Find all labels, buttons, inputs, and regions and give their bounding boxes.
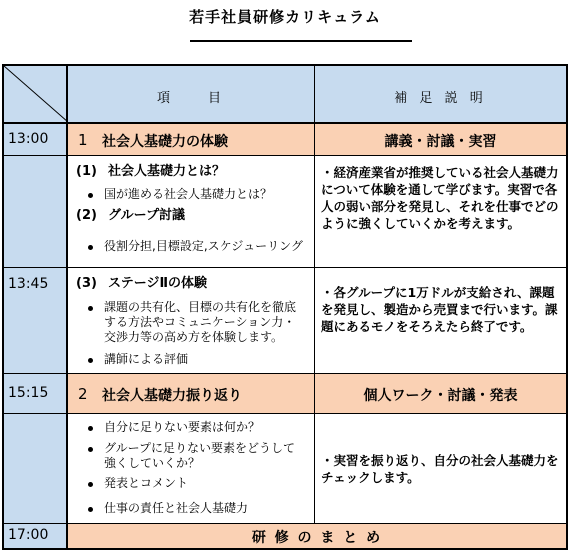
summary-row: [4, 524, 566, 548]
content-item-cell: [68, 414, 315, 523]
bullet-icon: [88, 193, 93, 198]
note-text: ・実習を振り返り、自分の社会人基礎力をチェックします。: [321, 453, 559, 485]
summary-cell: [68, 524, 566, 548]
bullet-icon: [88, 426, 93, 431]
content-note-cell: [315, 268, 566, 373]
content-item-cell: [68, 268, 315, 373]
diagonal-line-icon: [4, 66, 68, 122]
content-note-cell: [315, 414, 566, 523]
bullet-icon: [88, 482, 93, 487]
item-number: (2): [76, 208, 97, 223]
time-cell: [4, 268, 68, 373]
header-note-label: 補 足 説 明: [394, 91, 487, 106]
item-bullet-text: 講師による評価: [104, 352, 189, 366]
item-number: (1): [76, 164, 97, 179]
section-title: 社会人基礎力の体験: [102, 134, 228, 150]
time-cell: [4, 124, 68, 155]
item-bullet-text: 役割分担,目標設定,スケジューリング: [104, 239, 303, 253]
section-row-2: [4, 374, 566, 414]
section-item-cell: [68, 374, 315, 413]
time-label: 13:45: [8, 276, 49, 292]
section-note: 個人ワーク・討議・発表: [363, 388, 518, 404]
content-row-1: [4, 156, 566, 268]
section-number: 1: [78, 131, 88, 149]
header-corner-cell: [4, 66, 68, 122]
item-bullet-text: 発表とコメント: [104, 476, 189, 490]
item-bullet-text: グループに足りない要素をどうして強くしていくか？: [104, 441, 296, 470]
item-heading: ステージⅡの体験: [108, 276, 208, 291]
section-note-cell: [315, 124, 566, 155]
section-note-cell: [315, 374, 566, 413]
section-row-1: [4, 124, 566, 156]
item-number: (3): [76, 276, 97, 291]
time-label: 13:00: [8, 131, 49, 147]
header-note-cell: [315, 66, 566, 122]
header-row: [4, 66, 566, 124]
content-row-3: [4, 414, 566, 524]
bullet-icon: [88, 306, 93, 311]
item-bullet-text: 課題の共有化、目標の共有化を徹底する方法やコミュニケーション力・交渉力等の高め方を体験します。: [104, 300, 297, 344]
item-bullet-text: 仕事の責任と社会人基礎力: [104, 501, 249, 515]
time-cell: [4, 156, 68, 267]
item-bullet-text: 国が進める社会人基礎力とは？: [104, 187, 273, 201]
time-label: 17:00: [8, 527, 49, 543]
content-row-2: [4, 268, 566, 374]
item-bullet-text: 自分に足りない要素は何か？: [104, 420, 261, 434]
section-title: 社会人基礎力振り返り: [102, 388, 242, 404]
title-underline: [190, 40, 412, 42]
bullet-icon: [88, 507, 93, 512]
bullet-icon: [88, 358, 93, 363]
item-heading: 社会人基礎力とは？: [108, 164, 226, 179]
section-note: 講義・討議・実習: [384, 134, 497, 150]
time-cell: [4, 414, 68, 523]
section-item-cell: [68, 124, 315, 155]
header-item-cell: [68, 66, 315, 122]
time-label: 15:15: [8, 385, 49, 401]
section-number: 2: [78, 385, 88, 403]
content-item-cell: [68, 156, 315, 267]
bullet-icon: [88, 245, 93, 250]
note-text: ・各グループに1万ドルが支給され、課題を発見し、製造から売買まで行います。課題にあるモノをそろえたら終了です。: [321, 285, 558, 334]
item-heading: グループ討議: [108, 208, 185, 223]
time-cell: [4, 524, 68, 548]
page-title: 若手社員研修カリキュラム: [189, 8, 381, 26]
content-note-cell: [315, 156, 566, 267]
note-text: ・経済産業省が推奨している社会人基礎力について体験を通して学びます。実習で各人の弱い部分を発見し、それを仕事でどのように強くしていくかを考えます。: [321, 165, 559, 231]
time-cell: [4, 374, 68, 413]
header-item-label: 項 目: [156, 91, 225, 106]
curriculum-table: [2, 64, 568, 550]
bullet-icon: [88, 447, 93, 452]
summary-title: 研 修 の ま と め: [251, 530, 383, 546]
